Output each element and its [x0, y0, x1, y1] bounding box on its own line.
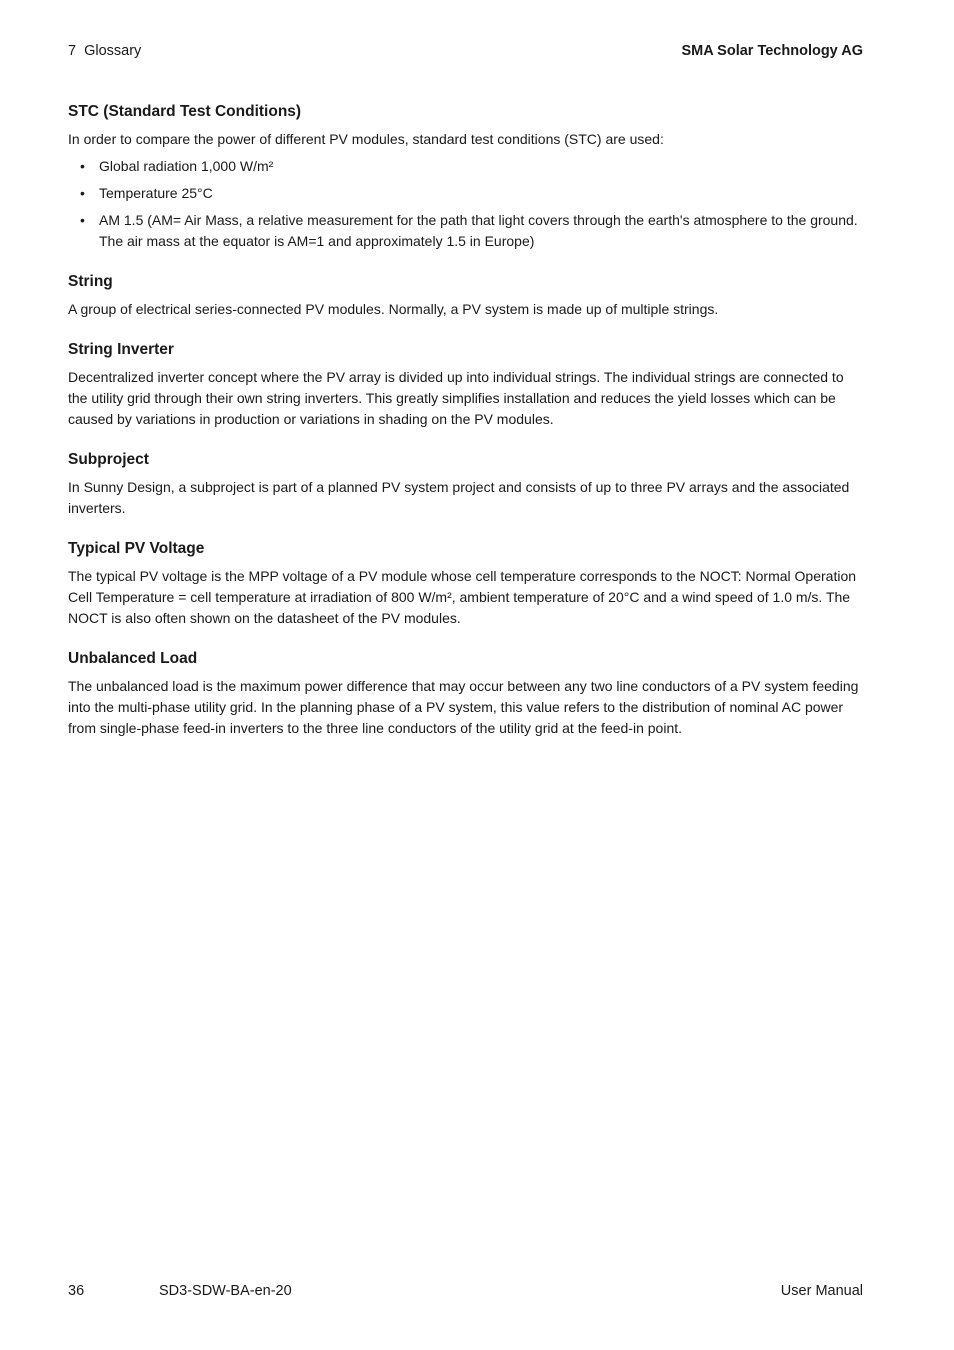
- entry-text: A group of electrical series-connected PV modules. Normally, a PV system is made up of multiple strings.: [68, 301, 719, 317]
- glossary-entry-string: [68, 271, 863, 320]
- glossary-content: [68, 101, 863, 739]
- list-item-text: Global radiation 1,000 W/m²: [99, 158, 274, 174]
- glossary-entry-subproject: [68, 449, 863, 519]
- entry-text: The unbalanced load is the maximum power difference that may occur between any two line conductors of a PV system feeding into the multi-phase utility grid. In the planning phase of a PV system, this value refers to the distribution of nominal AC power from single-phase feed-in inverters to the three line conductors of the utility grid at the feed-in point.: [68, 678, 859, 736]
- chapter-title: Glossary: [84, 43, 142, 59]
- entry-text: The typical PV voltage is the MPP voltage of a PV module whose cell temperature corresponds to the NOCT: Normal Operation Cell Temperature = cell temperature at irradiation of 800 W/m², ambient temperature of 20°C and a wind speed of 1.0 m/s. The NOCT is also often shown on the datasheet of the PV modules.: [68, 568, 857, 626]
- bullet-icon: •: [80, 158, 85, 174]
- entry-title: Subproject: [68, 451, 149, 468]
- company-name: SMA Solar Technology AG: [681, 43, 863, 59]
- list-item-text: Temperature 25°C: [99, 185, 213, 201]
- list-item-text: AM 1.5 (AM= Air Mass, a relative measurement for the path that light covers through the earth's atmosphere to the ground. The air mass at the equator is AM=1 and approximately 1.5 in Europe): [99, 212, 858, 249]
- entry-title: String: [68, 273, 113, 290]
- glossary-entry-unbalanced-load: [68, 648, 863, 739]
- page-header: [68, 43, 863, 65]
- list-item: [68, 156, 863, 177]
- entry-title: Typical PV Voltage: [68, 540, 205, 557]
- glossary-entry-string-inverter: [68, 339, 863, 430]
- glossary-entry-stc: [68, 101, 863, 252]
- entry-text: In order to compare the power of different PV modules, standard test conditions (STC) are used:: [68, 131, 664, 147]
- page-number: 36: [68, 1283, 85, 1299]
- chapter-number: 7: [68, 43, 77, 59]
- bullet-icon: •: [80, 212, 85, 228]
- entry-title: STC (Standard Test Conditions): [68, 103, 302, 120]
- document-code: SD3-SDW-BA-en-20: [159, 1283, 292, 1299]
- list-item: [68, 210, 863, 252]
- page-footer: [68, 1283, 863, 1305]
- entry-title: Unbalanced Load: [68, 650, 198, 667]
- list-item: [68, 183, 863, 204]
- chapter-heading: [68, 43, 141, 59]
- document-type: User Manual: [780, 1283, 863, 1299]
- entry-title: String Inverter: [68, 341, 174, 358]
- entry-text: In Sunny Design, a subproject is part of a planned PV system project and consists of up to three PV arrays and the associated inverters.: [68, 479, 850, 516]
- entry-text: Decentralized inverter concept where the PV array is divided up into individual strings. The individual strings are connected to the utility grid through their own string inverters. This greatly simplifies installation and reduces the yield losses which can be caused by variations in production or variations in shading on the PV modules.: [68, 369, 844, 427]
- glossary-entry-typical-pv-voltage: [68, 538, 863, 629]
- bullet-icon: •: [80, 185, 85, 201]
- bullet-list: [68, 156, 863, 252]
